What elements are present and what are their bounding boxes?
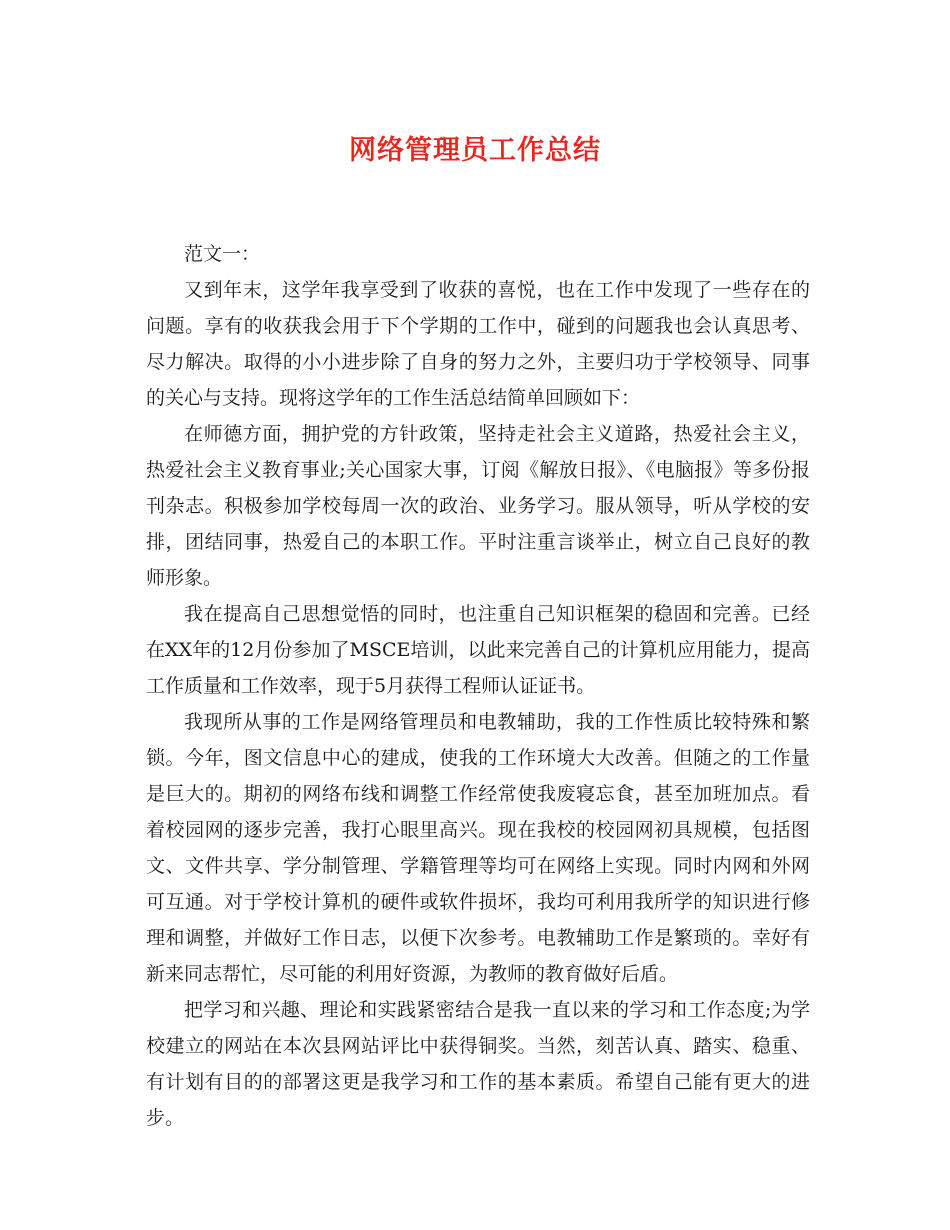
paragraph-conclusion: 把学习和兴趣、理论和实践紧密结合是我一直以来的学习和工作态度;为学校建立的网站在本次县网站评比中获得铜奖。当然，刻苦认真、踏实、稳重、有计划有目的的部署这更是我学习和工作的基本素质。希望自己能有更大的进步。 xyxy=(146,999,810,1129)
section-label: 范文一： xyxy=(184,243,261,265)
paragraph-network-work: 我现所从事的工作是网络管理员和电教辅助，我的工作性质比较特殊和繁锁。今年，图文信息中心的建成，使我的工作环境大大改善。但随之的工作量是巨大的。期初的网络布线和调整工作经常使我废寝忘食，甚至加班加点。看着校园网的逐步完善，我打心眼里高兴。现在我校的校园网初具规模，包括图文、文件共享、学分制管理、学籍管理等均可在网络上实现。同时内网和外网可互通。对于学校计算机的硬件或软件损坏，我均可利用我所学的知识进行修理和调整，并做好工作日志，以便下次参考。电教辅助工作是繁琐的。幸好有新来同志帮忙，尽可能的利用好资源，为教师的教育做好后盾。 xyxy=(146,711,810,985)
document-body xyxy=(146,236,810,1136)
paragraph-intro: 又到年末，这学年我享受到了收获的喜悦，也在工作中发现了一些存在的问题。享有的收获我会用于下个学期的工作中，碰到的问题我也会认真思考、尽力解决。取得的小小进步除了自身的努力之外，主要归功于学校领导、同事的关心与支持。现将这学年的工作生活总结简单回顾如下： xyxy=(146,279,810,409)
paragraph-learning: 我在提高自己思想觉悟的同时，也注重自己知识框架的稳固和完善。已经在XX年的12月份参加了MSCE培训，以此来完善自己的计算机应用能力，提高工作质量和工作效率，现于5月获得工程师认证证书。 xyxy=(146,603,810,697)
paragraph-ethics: 在师德方面，拥护党的方针政策，坚持走社会主义道路，热爱社会主义，热爱社会主义教育事业;关心国家大事，订阅《解放日报》、《电脑报》等多份报刊杂志。积极参加学校每周一次的政治、业务学习。服从领导，听从学校的安排，团结同事，热爱自己的本职工作。平时注重言谈举止，树立自己良好的教师形象。 xyxy=(146,423,810,589)
document-title: 网络管理员工作总结 xyxy=(349,135,601,166)
